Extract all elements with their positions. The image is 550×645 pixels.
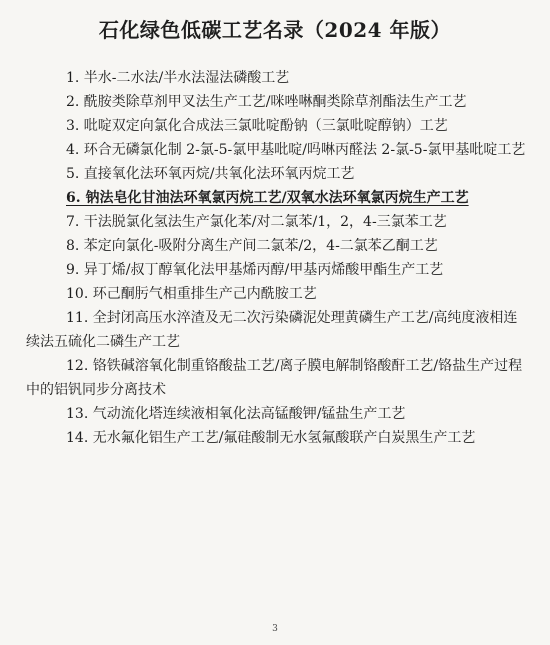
list-item: 4. 环合无磷氯化制 2-氯-5-氯甲基吡啶/吗啉丙醛法 2-氯-5-氯甲基吡啶工艺: [66, 142, 526, 158]
list-item: 3. 吡啶双定向氯化合成法三氯吡啶酚钠（三氯吡啶醇钠）工艺: [66, 118, 448, 134]
list-item: 8. 苯定向氯化-吸附分离生产间二氯苯/2，4-二氯苯乙酮工艺: [66, 238, 438, 254]
list-item: 13. 气动流化塔连续液相氧化法高锰酸钾/锰盐生产工艺: [66, 406, 406, 422]
list-item: 12. 铬铁碱溶氧化制重铬酸盐工艺/离子膜电解制铬酸酐工艺/铬盐生产过程中的铝钒同步分离技术: [26, 358, 523, 398]
list-item-highlighted: 6. 钠法皂化甘油法环氧氯丙烷工艺/双氧水法环氧氯丙烷生产工艺: [66, 190, 469, 206]
list-item: 9. 异丁烯/叔丁醇氧化法甲基烯丙醇/甲基丙烯酸甲酯生产工艺: [66, 262, 444, 278]
list-item: 7. 干法脱氯化氢法生产氯化苯/对二氯苯/1，2，4-三氯苯工艺: [66, 214, 447, 230]
page-title: 石化绿色低碳工艺名录（2024 年版）: [98, 18, 452, 42]
list-item: 14. 无水氟化铝生产工艺/氟硅酸制无水氢氟酸联产白炭黑生产工艺: [66, 430, 476, 446]
list-item: 2. 酰胺类除草剂甲叉法生产工艺/咪唑啉酮类除草剂酯法生产工艺: [66, 94, 467, 110]
list-item: 11. 全封闭高压水淬渣及无二次污染磷泥处理黄磷生产工艺/高纯度液相连续法五硫化二磷生产工艺: [26, 310, 518, 350]
page-number: 3: [272, 624, 278, 634]
process-list: [26, 66, 526, 450]
list-item: 1. 半水-二水法/半水法湿法磷酸工艺: [66, 70, 290, 86]
list-item: 5. 直接氧化法环氧丙烷/共氧化法环氧丙烷工艺: [66, 166, 355, 182]
list-item: 10. 环己酮肟气相重排生产己内酰胺工艺: [66, 286, 317, 302]
